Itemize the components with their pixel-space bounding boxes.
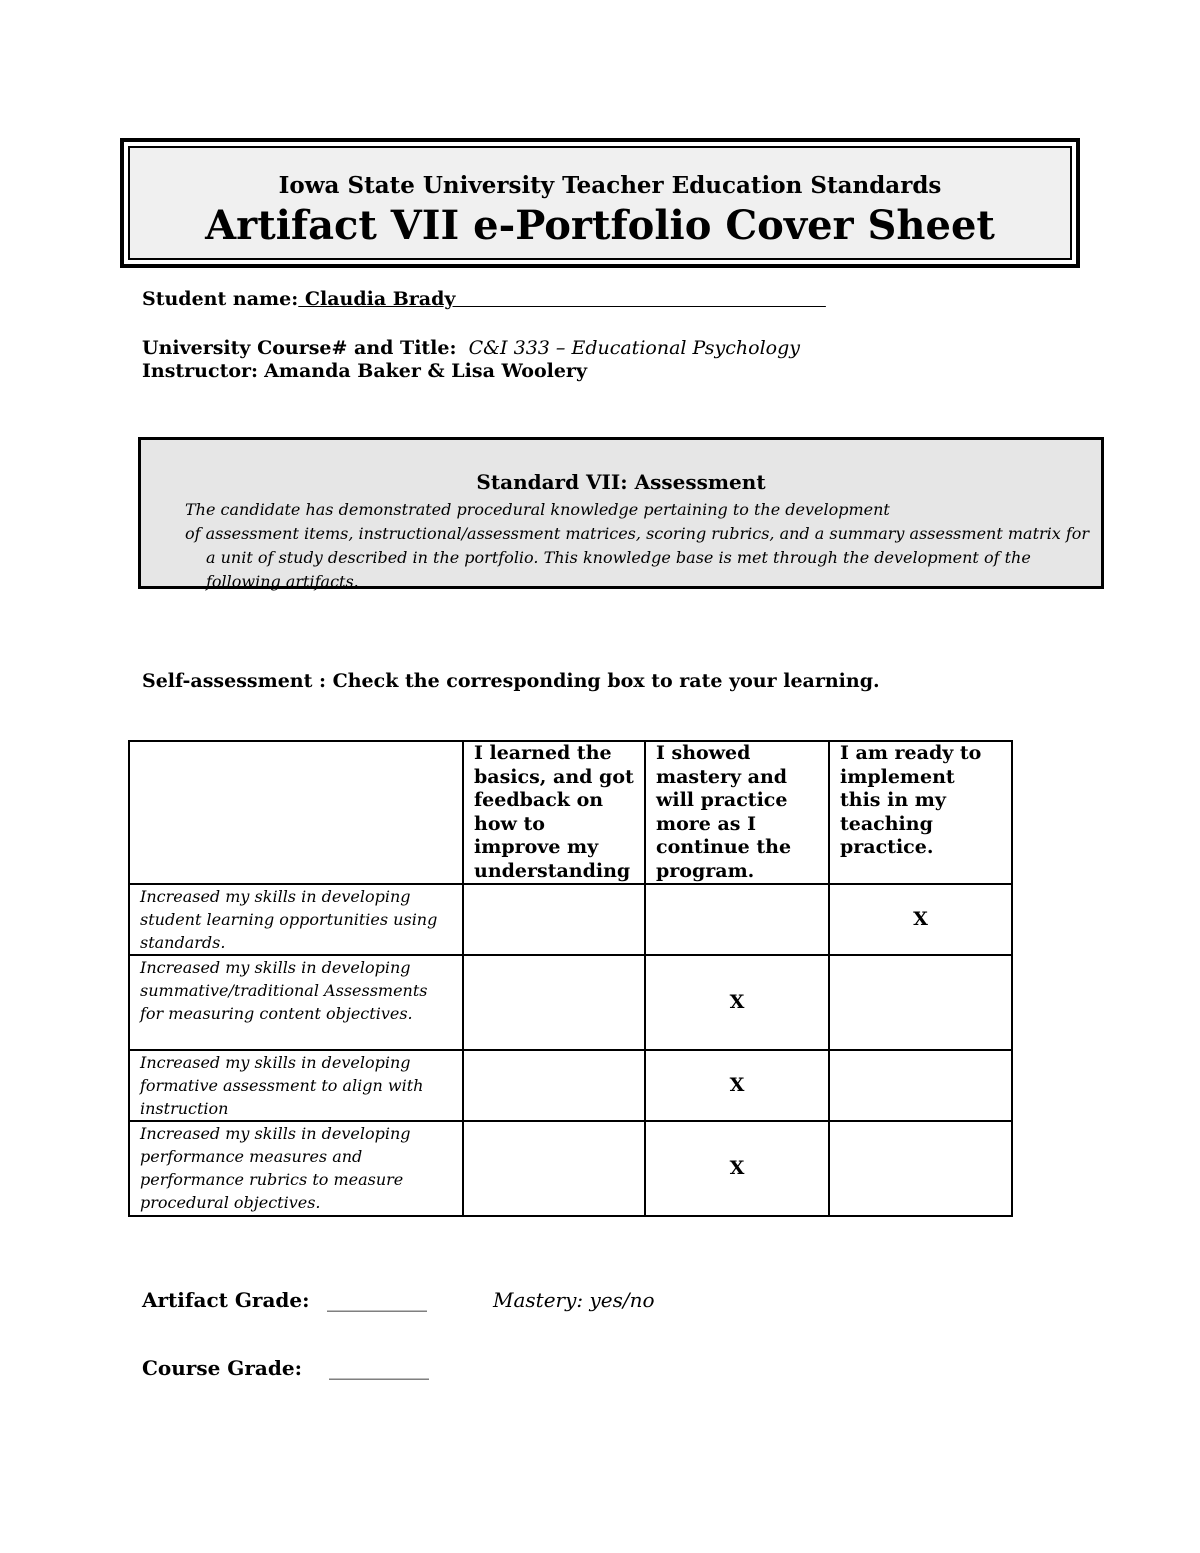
table-header-empty: [129, 741, 463, 884]
table-header-ready-to-implement: I am ready to implement this in my teaching practice.: [829, 741, 1012, 884]
rating-cell[interactable]: [463, 1050, 645, 1121]
row-label: Increased my skills in developing performance measures and performance rubrics to measure procedural objectives.: [129, 1121, 463, 1216]
standard-line: a unit of study described in the portfolio. This knowledge base is met through the development of the: [206, 548, 1031, 567]
instructor-line: [142, 360, 587, 382]
course-line: [142, 337, 800, 359]
header-inner-frame: [128, 146, 1072, 260]
self-assessment-instruction: Self-assessment : Check the corresponding box to rate your learning.: [142, 670, 880, 692]
table-header-row: [129, 741, 1012, 884]
course-grade-blank[interactable]: __________: [329, 1356, 429, 1380]
rating-cell[interactable]: [829, 1050, 1012, 1121]
rating-cell[interactable]: X: [829, 884, 1012, 955]
rating-cell[interactable]: X: [645, 1050, 829, 1121]
rating-cell[interactable]: [463, 955, 645, 1050]
course-label: University Course# and Title:: [142, 337, 457, 359]
instructor-value: Amanda Baker & Lisa Woolery: [264, 360, 587, 382]
table-row: [129, 955, 1012, 1050]
row-label: Increased my skills in developing summative/traditional Assessments for measuring content objectives.: [129, 955, 463, 1050]
page-title: Artifact VII e-Portfolio Cover Sheet: [205, 202, 995, 249]
header-subtitle: Iowa State University Teacher Education Standards: [278, 172, 942, 199]
course-value: C&I 333 – Educational Psychology: [468, 337, 801, 359]
mastery-label: Mastery: yes/no: [493, 1288, 655, 1312]
rating-cell[interactable]: [829, 1121, 1012, 1216]
self-assessment-table: [128, 740, 1013, 1217]
table-row: [129, 1050, 1012, 1121]
rating-cell[interactable]: [829, 955, 1012, 1050]
rating-cell[interactable]: [463, 1121, 645, 1216]
student-name-label: Student name:: [142, 288, 299, 310]
row-label: Increased my skills in developing formative assessment to align with instruction: [129, 1050, 463, 1121]
row-label: Increased my skills in developing student learning opportunities using standards.: [129, 884, 463, 955]
artifact-grade-blank[interactable]: __________: [327, 1288, 427, 1312]
table-header-showed-mastery: I showed mastery and will practice more as I continue the program.: [645, 741, 829, 884]
rating-cell[interactable]: X: [645, 1121, 829, 1216]
student-name-value: Claudia Brady: [298, 288, 826, 310]
course-grade-label: Course Grade:: [142, 1356, 302, 1380]
header-box: [120, 138, 1080, 268]
standard-box: [138, 437, 1104, 589]
rating-cell[interactable]: [645, 884, 829, 955]
table-header-learned-basics: I learned the basics, and got feedback on how to improve my understanding: [463, 741, 645, 884]
rating-cell[interactable]: X: [645, 955, 829, 1050]
instructor-label: Instructor:: [142, 360, 259, 382]
standard-title: Standard VII: Assessment: [476, 470, 766, 494]
standard-description: [185, 498, 1089, 594]
standard-line: of assessment items, instructional/assessment matrices, scoring rubrics, and a summary assessment matrix for: [185, 524, 1090, 543]
artifact-grade-label: Artifact Grade:: [142, 1288, 310, 1312]
standard-line: The candidate has demonstrated procedural knowledge pertaining to the development: [185, 500, 890, 519]
table-row: [129, 884, 1012, 955]
rating-cell[interactable]: [463, 884, 645, 955]
student-name-line: [142, 288, 826, 310]
standard-line: following artifacts.: [206, 572, 359, 591]
table-row: [129, 1121, 1012, 1216]
